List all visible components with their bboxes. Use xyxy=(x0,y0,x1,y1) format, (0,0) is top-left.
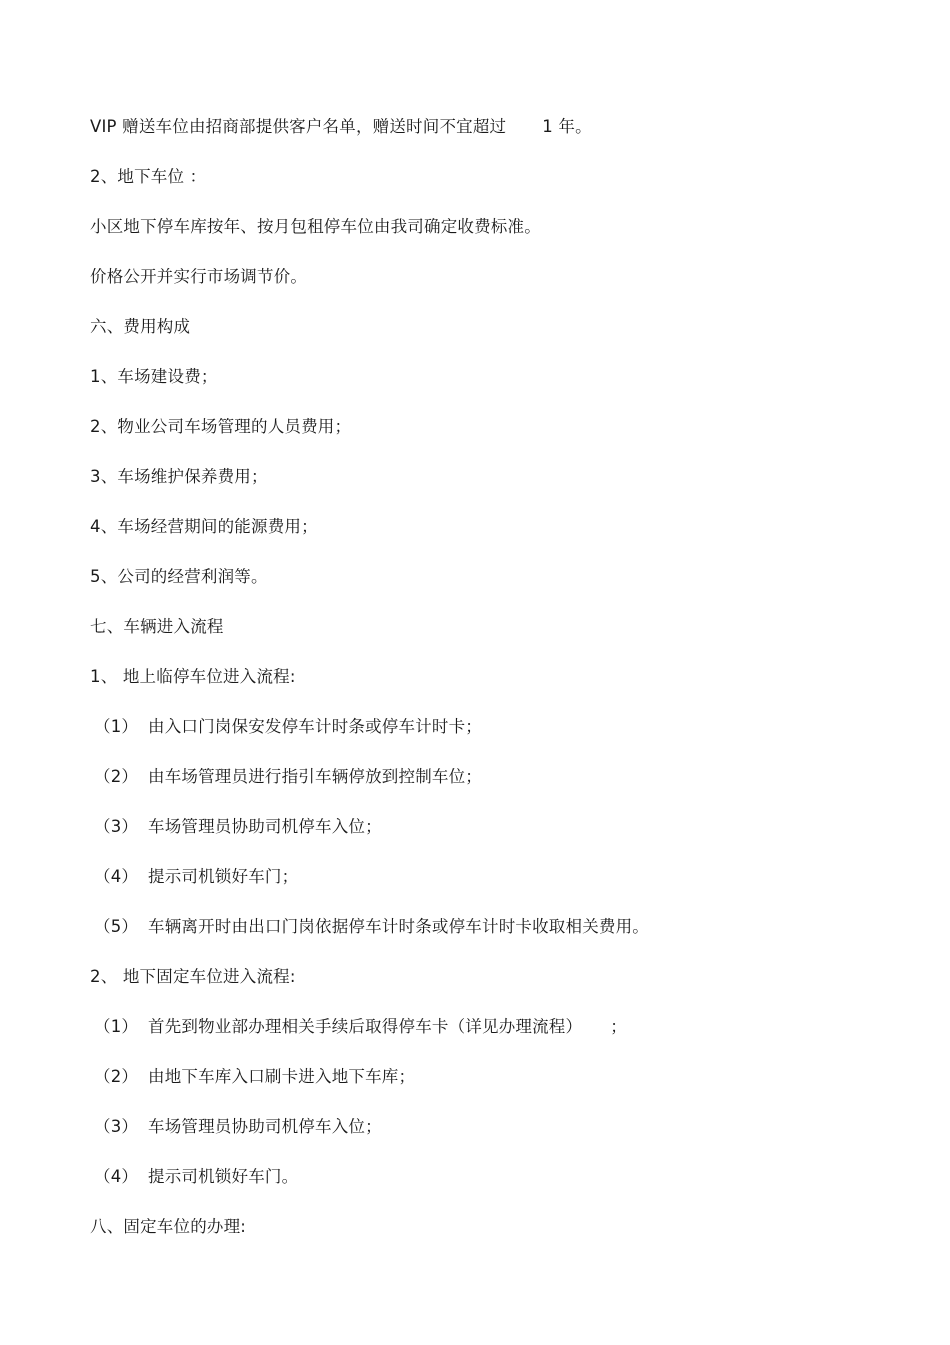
item-text: 由入口门岗保安发停车计时条或停车计时卡； xyxy=(148,717,482,736)
list-item xyxy=(94,716,482,738)
item-number: （2） xyxy=(94,767,139,786)
subsection-heading: 1、 地上临停车位进入流程: xyxy=(90,667,296,686)
list-item: 5、公司的经营利润等。 xyxy=(90,567,268,586)
list-item xyxy=(94,816,382,838)
list-item: 1、车场建设费； xyxy=(90,367,218,386)
text-segment: 1 年。 xyxy=(542,117,592,136)
item-number: （1） xyxy=(94,1017,139,1036)
item-text: 由车场管理员进行指引车辆停放到控制车位； xyxy=(148,767,482,786)
list-item xyxy=(94,1016,627,1038)
item-number: （1） xyxy=(94,717,139,736)
list-item-underground-parking: 2、地下车位 ： xyxy=(90,167,207,186)
list-item: 4、车场经营期间的能源费用； xyxy=(90,517,318,536)
list-item: 3、车场维护保养费用； xyxy=(90,467,268,486)
section-heading-cost: 六、费用构成 xyxy=(90,317,191,336)
list-item xyxy=(94,916,649,938)
paragraph-underground-rental: 小区地下停车库按年、按月包租停车位由我司确定收费标准。 xyxy=(90,217,541,236)
item-number: （4） xyxy=(94,1167,139,1186)
item-number: （3） xyxy=(94,1117,139,1136)
text-segment: VIP 赠送车位由招商部提供客户名单，赠送时间不宜超过 xyxy=(90,117,507,136)
list-item xyxy=(94,1166,298,1188)
list-item xyxy=(94,1066,415,1088)
list-item: 2、物业公司车场管理的人员费用； xyxy=(90,417,352,436)
item-number: （5） xyxy=(94,917,139,936)
paragraph-price-public: 价格公开并实行市场调节价。 xyxy=(90,267,308,286)
section-heading-fixed-parking: 八、固定车位的办理: xyxy=(90,1217,247,1236)
item-tail: ； xyxy=(610,1017,627,1036)
list-item xyxy=(94,1116,382,1138)
item-text: 首先到物业部办理相关手续后取得停车卡（详见办理流程） xyxy=(148,1017,583,1036)
subsection-heading: 2、 地下固定车位进入流程: xyxy=(90,967,296,986)
item-text: 提示司机锁好车门； xyxy=(148,867,299,886)
item-number: （4） xyxy=(94,867,139,886)
item-text: 由地下车库入口刷卡进入地下车库； xyxy=(148,1067,416,1086)
item-text: 车场管理员协助司机停车入位； xyxy=(148,1117,382,1136)
item-text: 车场管理员协助司机停车入位； xyxy=(148,817,382,836)
item-number: （2） xyxy=(94,1067,139,1086)
list-item xyxy=(94,866,298,888)
section-heading-vehicle-entry: 七、车辆进入流程 xyxy=(90,617,224,636)
item-text: 提示司机锁好车门。 xyxy=(148,1167,299,1186)
list-item xyxy=(94,766,482,788)
paragraph-vip-parking xyxy=(90,116,592,138)
item-number: （3） xyxy=(94,817,139,836)
item-text: 车辆离开时由出口门岗依据停车计时条或停车计时卡收取相关费用。 xyxy=(148,917,649,936)
